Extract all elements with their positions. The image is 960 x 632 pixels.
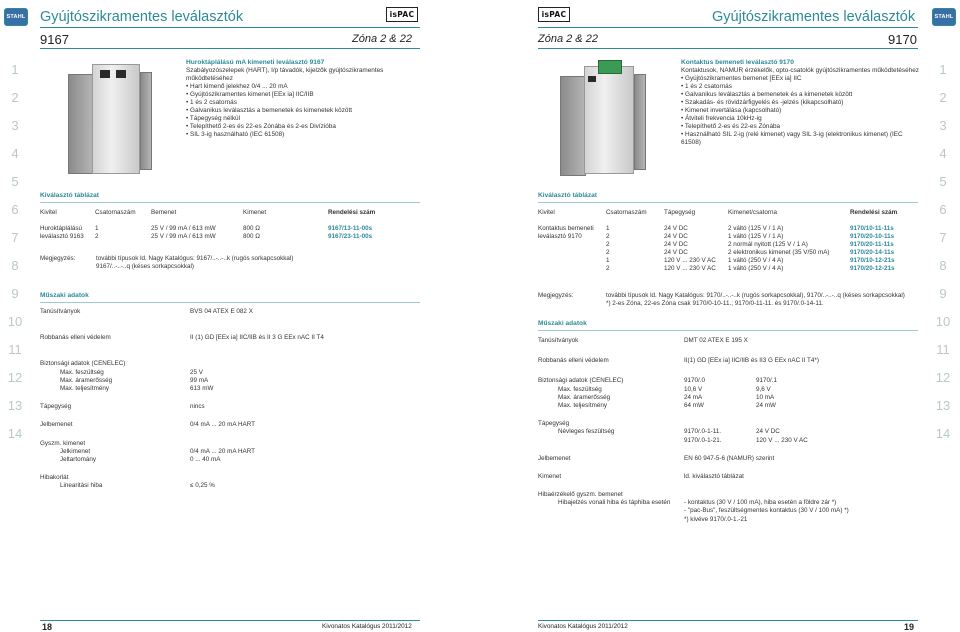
table-cell: 9170/20-14-11s: [850, 249, 895, 257]
left-bullet-list: [186, 83, 418, 139]
right-page-title: Gyújtószikramentes leválasztók: [712, 9, 916, 25]
side-number: 2: [939, 90, 947, 105]
tech-row: [40, 482, 420, 490]
tech-row: [40, 360, 420, 368]
side-number: 11: [8, 342, 22, 357]
tech-row: [538, 337, 918, 345]
table-cell: 9170/10-11-11s: [850, 225, 894, 233]
side-number: 11: [936, 342, 950, 357]
tech-value: nincs: [190, 403, 205, 411]
side-number: 2: [11, 90, 19, 105]
left-notes: [96, 255, 293, 271]
bullet-item: • Gyújtószikramentes bemenet [EEx ia] IIC: [681, 75, 921, 83]
tech-row: [538, 499, 918, 507]
left-catalog-label: Kivonatos Katalógus 2011/2012: [322, 623, 412, 630]
table-cell: 9170/10-12-21s: [850, 257, 895, 265]
note-line: 9167/..-..-..q (késes sorkapcsokkal): [96, 262, 194, 270]
tech-value: BVS 04 ATEX E 082 X: [190, 308, 253, 315]
tech-label: Hibakorlát: [40, 474, 69, 482]
tech-label: Kimenet: [538, 472, 562, 480]
table-row: [538, 257, 918, 265]
tech-row: [538, 428, 918, 436]
bullet-item: • 1 és 2 csatornás: [186, 99, 418, 107]
tech-label: Hibajelzés vonali hiba és táphiba esetén: [558, 499, 671, 507]
table-header-cell: Tápegység: [664, 209, 696, 216]
tech-row: [40, 421, 420, 429]
side-number: 14: [935, 426, 951, 441]
tech-value: 9170/.0: [684, 377, 706, 385]
table-cell: 9167/23-11-00s: [328, 233, 373, 241]
tech-value: - kontaktus (30 V / 100 mA), hiba esetén a földre zár *): [684, 499, 837, 507]
side-number: 6: [11, 202, 19, 217]
tech-value: *) kivéve 9170/.0-1.-21: [684, 515, 748, 523]
tech-label: Robbanás elleni védelem: [538, 357, 609, 365]
bullet-item: • Galvanikus leválasztás a bemenetek és kimenetek között: [186, 107, 418, 115]
right-product-block: [681, 59, 921, 147]
tech-value: 64 mW: [684, 401, 704, 409]
table-row: [40, 225, 420, 233]
tech-value: 24 mA: [684, 393, 703, 401]
tech-label: Tápegység: [40, 403, 72, 411]
left-zone: Zóna 2 & 22: [352, 33, 412, 45]
tech-value: - "pac-Bus", feszültségmentes kontaktus (30 V / 100 mA) *): [684, 507, 849, 515]
table-cell: [538, 241, 606, 249]
table-cell: 2: [606, 241, 610, 249]
tech-row: [538, 357, 918, 365]
side-number: 4: [11, 146, 19, 161]
table-cell: 9170/20-12-21s: [850, 265, 895, 273]
table-cell: leválasztó 9170: [538, 233, 582, 241]
tech-label: Névleges feszültség: [558, 428, 615, 436]
table-cell: 9170/20-11-11s: [850, 241, 894, 249]
bullet-item: • Telepíthető 2-es és 22-es Zónába: [681, 123, 921, 131]
table-cell: 2: [606, 265, 610, 273]
table-cell: [538, 265, 606, 273]
tech-label: Max. teljesítmény: [60, 384, 109, 392]
tech-label: Hibaérzékelő gyszm. bemenet: [538, 491, 623, 499]
tech-label: Jelbemenet: [40, 421, 73, 429]
tech-value-2: 10 mA: [756, 393, 775, 401]
table-cell: Kontaktus bemeneti: [538, 225, 594, 233]
side-number: 7: [939, 230, 947, 245]
left-product-number: 9167: [40, 32, 69, 47]
tech-value: 0/4 mA ... 20 mA HART: [190, 421, 255, 429]
right-product-subtitle: Kontaktusok, NAMUR érzékelők, opto-csatolók gyújtószikramentes működtetéséhez: [681, 67, 919, 75]
left-selection-title: Kiválasztó táblázat: [40, 192, 99, 199]
table-cell: 2 váltó (125 V / 1 A): [728, 225, 784, 233]
tech-row: [538, 386, 918, 394]
table-cell: 25 V / 99 mA / 613 mW: [151, 225, 216, 233]
left-product-subtitle: Szabályozószelepek (HART), I/p távadók, kijelzők gyújtószikramentes működtetéséhez: [186, 67, 384, 83]
side-number: 9: [939, 286, 947, 301]
table-row: [538, 265, 918, 273]
tech-value: DMT 02 ATEX E 195 X: [684, 337, 748, 344]
tech-value: 99 mA: [190, 376, 209, 384]
left-tech-title: Műszaki adatok: [40, 292, 89, 299]
table-row: [40, 233, 420, 241]
tech-label: Gyszm. kimenet: [40, 439, 86, 447]
left-product-title: Huroktáplálású mA kimeneti leválasztó 9167: [186, 59, 325, 66]
bullet-item: • Átviteli frekvencia 10kHz-ig: [681, 115, 921, 123]
tech-row: [40, 440, 420, 448]
tech-label: Robbanás elleni védelem: [40, 334, 111, 342]
table-header-cell: Rendelési szám: [850, 209, 898, 216]
tech-row: [40, 456, 420, 464]
note-line: további típusok ld. Nagy Katalógus: 9170/..-..-..k (rugós sorkapcsokkal), 9170/..-..-..q (késes sorkapcsokkal): [606, 292, 905, 299]
table-cell: 24 V DC: [664, 241, 688, 249]
tech-label: Tápegység: [538, 420, 570, 428]
bullet-item: • Használható SIL 2-ig (relé kimenet) vagy SIL 3-ig (elektronikus kimenet) (IEC 61508): [681, 131, 921, 147]
table-cell: 120 V ... 230 V AC: [664, 257, 716, 265]
tech-row: [40, 448, 420, 456]
bullet-item: • Kimenet invertálása (kapcsolható): [681, 107, 921, 115]
table-cell: 1: [606, 225, 610, 233]
table-header-cell: Csatornaszám: [606, 209, 647, 216]
side-number: 12: [935, 370, 951, 385]
tech-row: [538, 516, 918, 524]
side-number: 10: [935, 314, 951, 329]
tech-value: II (1) GD [EEx ia] IIC/IIB és II 3 G EEx nAC II T4: [190, 334, 324, 342]
tech-value-2: 24 mW: [756, 401, 776, 409]
side-number: 8: [11, 258, 19, 273]
left-selection-table: [40, 209, 420, 241]
table-header-cell: Kivitel: [40, 209, 57, 216]
tech-label: Linearitási hiba: [60, 482, 103, 490]
bullet-item: • Hart kimenő jelekhez 0/4 ... 20 mA: [186, 83, 418, 91]
table-cell: 1: [95, 225, 99, 233]
table-cell: 1 váltó (250 V / 4 A): [728, 265, 784, 273]
side-number: 6: [939, 202, 947, 217]
right-tech-title: Műszaki adatok: [538, 320, 587, 327]
side-number: 13: [7, 398, 23, 413]
table-cell: [538, 257, 606, 265]
table-cell: 25 V / 99 mA / 613 mW: [151, 233, 216, 241]
table-header-cell: Csatornaszám: [95, 209, 136, 216]
left-product-block: [186, 59, 418, 139]
tech-row: [538, 491, 918, 499]
tech-value: 9170/.0-1-11.: [684, 428, 721, 436]
tech-row: [538, 377, 918, 385]
table-cell: 2: [606, 249, 610, 257]
table-cell: 2 normál nyitott (125 V / 1 A): [728, 241, 808, 249]
tech-row: [40, 369, 420, 377]
table-cell: 2: [606, 233, 610, 241]
tech-value: ≤ 0,25 %: [190, 482, 215, 490]
tech-row: [538, 394, 918, 402]
tech-row: [538, 473, 918, 481]
tech-value-2: 9170/.1: [756, 377, 778, 385]
table-header-cell: Bemenet: [151, 209, 177, 216]
bullet-item: • Telepíthető 2-es és 22-es Zónába és 2-es Divízióba: [186, 123, 418, 131]
table-cell: 9170/20-10-11s: [850, 233, 895, 241]
tech-row: [40, 474, 420, 482]
side-number: 3: [939, 118, 947, 133]
table-cell: 1 váltó (125 V / 1 A): [728, 233, 784, 241]
table-header-cell: Rendelési szám: [328, 209, 376, 216]
bullet-item: • SIL 3-ig használható (IEC 61508): [186, 131, 418, 139]
tech-row: [40, 385, 420, 393]
tech-value: 0/4 mA ... 20 mA HART: [190, 447, 255, 455]
right-catalog-label: Kivonatos Katalógus 2011/2012: [538, 623, 628, 630]
left-tech-data: [40, 308, 420, 490]
left-side-numbers: [6, 56, 24, 448]
device-image-9170: [556, 54, 666, 184]
table-cell: 2 elektronikus kimenet (35 V/50 mA): [728, 249, 830, 257]
right-selection-title: Kiválasztó táblázat: [538, 192, 597, 199]
table-row: [538, 241, 918, 249]
table-cell: Huroktáplálású: [40, 225, 83, 233]
table-row: [538, 249, 918, 257]
side-number: 10: [7, 314, 23, 329]
right-product-title: Kontaktus bemeneti leválasztó 9170: [681, 59, 794, 66]
side-number: 7: [11, 230, 19, 245]
tech-label: Jeltartomány: [60, 455, 97, 463]
tech-row: [538, 402, 918, 410]
table-cell: 800 Ω: [243, 233, 260, 241]
tech-value-2: 120 V ... 230 V AC: [756, 436, 808, 444]
table-header-cell: Kimenet/csatorna: [728, 209, 778, 216]
ispac-logo-right: isPAC: [538, 7, 570, 22]
tech-label: Max. feszültség: [60, 368, 104, 376]
table-cell: 9167/13-11-00s: [328, 225, 373, 233]
right-bullet-list: [681, 75, 921, 147]
right-tech-data: [538, 337, 918, 524]
side-number: 12: [7, 370, 23, 385]
tech-value-2: 24 V DC: [756, 428, 780, 436]
side-number: 1: [939, 62, 947, 77]
note-line: *) 2-es Zóna, 22-es Zóna csak 9170/0-10-11.; 9170/0-11-11. és 9170/.0-14-11.: [606, 299, 824, 307]
tech-value: 0 ... 40 mA: [190, 455, 221, 463]
tech-row: [538, 437, 918, 445]
tech-row: [538, 455, 918, 463]
tech-value: ld. kiválasztó táblázat: [684, 472, 744, 480]
table-cell: 1: [606, 257, 610, 265]
table-cell: 1 váltó (250 V / 4 A): [728, 257, 784, 265]
table-header-cell: Kimenet: [243, 209, 267, 216]
bullet-item: • Tápegység nélkül: [186, 115, 418, 123]
table-cell: 120 V ... 230 V AC: [664, 265, 716, 273]
ispac-logo-left: isPAC: [386, 7, 418, 22]
right-product-number: 9170: [888, 32, 917, 47]
tech-row: [40, 308, 420, 316]
tech-value: 613 mW: [190, 384, 214, 392]
tech-value: EN 60 947-5-6 (NAMUR) szerint: [684, 454, 775, 462]
tech-value: 10,6 V: [684, 385, 703, 393]
tech-row: [40, 377, 420, 385]
tech-label: Tanúsítványok: [538, 337, 579, 344]
tech-label: Max. áramerősség: [558, 393, 611, 401]
table-row: [538, 233, 918, 241]
tech-row: [538, 507, 918, 515]
tech-row: [40, 403, 420, 411]
side-number: 5: [939, 174, 947, 189]
tech-row: [40, 334, 420, 342]
left-note-label: Megjegyzés:: [40, 255, 76, 262]
tech-label: Max. áramerősség: [60, 376, 113, 384]
tech-label: Max. teljesítmény: [558, 401, 607, 409]
tech-label: Jelbemenet: [538, 454, 571, 462]
side-number: 8: [939, 258, 947, 273]
bullet-item: • Galvanikus leválasztás a bemenetek és a kimenetek között: [681, 91, 921, 99]
table-cell: 800 Ω: [243, 225, 260, 233]
right-side-numbers: [934, 56, 952, 448]
table-cell: 24 V DC: [664, 233, 688, 241]
tech-value-2: 9,6 V: [756, 385, 771, 393]
table-cell: [538, 249, 606, 257]
side-number: 14: [7, 426, 23, 441]
right-selection-table: [538, 209, 918, 273]
table-cell: 24 V DC: [664, 249, 688, 257]
side-number: 4: [939, 146, 947, 161]
tech-row: [538, 420, 918, 428]
side-number: 5: [11, 174, 19, 189]
table-cell: 2: [95, 233, 99, 241]
bullet-item: • Szakadás- és rövidzárfigyelés és -jelzés (kikapcsolható): [681, 99, 921, 107]
tech-label: Tanúsítványok: [40, 308, 81, 315]
side-number: 9: [11, 286, 19, 301]
tech-label: Max. feszültség: [558, 385, 602, 393]
table-row: [538, 225, 918, 233]
tech-label: Jelkimenet: [60, 447, 91, 455]
tech-value: II(1) GD [EEx ia] IIC/IIB és II3 G EEx nAC II T4*): [684, 357, 819, 365]
tech-label: Biztonsági adatok (CENELEC): [40, 360, 126, 368]
table-header-cell: Kivitel: [538, 209, 555, 216]
side-number: 13: [935, 398, 951, 413]
side-number: 1: [11, 62, 19, 77]
right-notes: [606, 292, 905, 308]
left-page-number: 18: [42, 622, 53, 632]
bullet-item: • Gyújtószikramentes kimenet [EEx ia] IIC/IIB: [186, 91, 418, 99]
stahl-logo: STAHL: [4, 8, 28, 26]
right-note-label: Megjegyzés:: [538, 292, 574, 299]
side-number: 3: [11, 118, 19, 133]
tech-value: 25 V: [190, 368, 203, 376]
table-cell: leválasztó 9163: [40, 233, 84, 241]
right-page-number: 19: [904, 622, 915, 632]
note-line: további típusok ld. Nagy Katalógus: 9167/..-..-..k (rugós sorkapcsokkal): [96, 255, 294, 262]
tech-label: Biztonsági adatok (CENELEC): [538, 377, 624, 385]
device-image-9167: [64, 54, 174, 184]
table-cell: 24 V DC: [664, 225, 688, 233]
tech-value: 9170/.0-1-21.: [684, 436, 722, 444]
right-zone: Zóna 2 & 22: [538, 33, 598, 45]
left-page-title: Gyújtószikramentes leválasztók: [40, 9, 244, 25]
stahl-logo-right: STAHL: [932, 8, 956, 26]
bullet-item: • 1 és 2 csatornás: [681, 83, 921, 91]
